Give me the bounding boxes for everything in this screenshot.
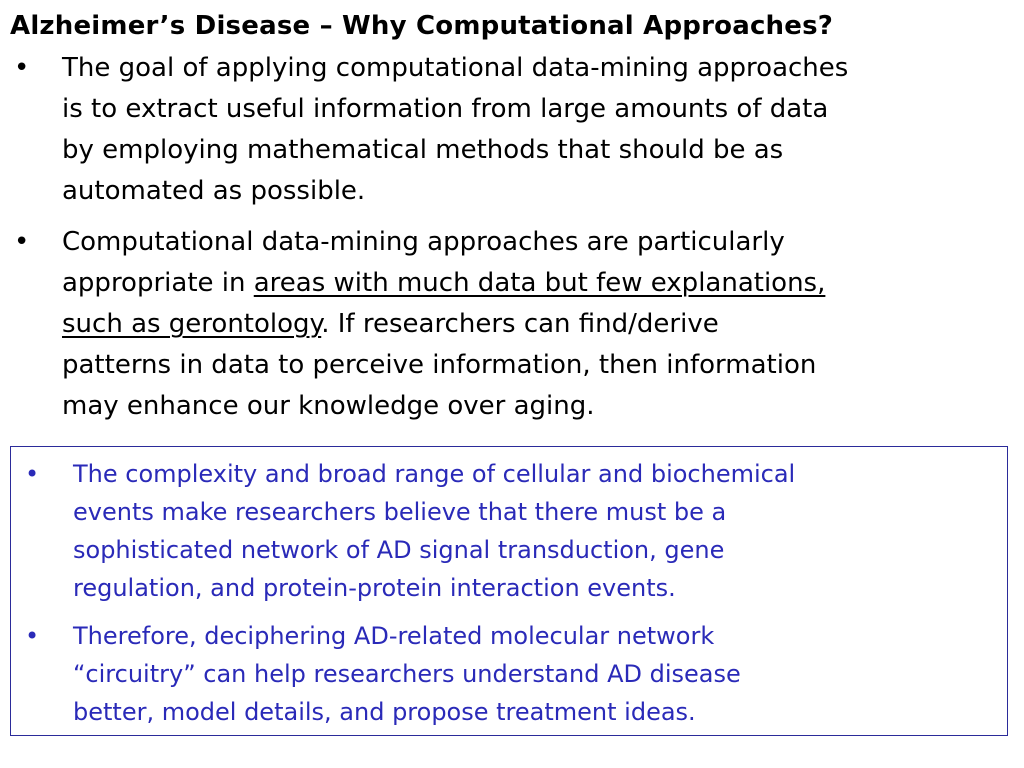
bullet-marker: • [14, 53, 30, 83]
bullet-text-line: “circuitry” can help researchers understand AD disease [73, 660, 741, 688]
bullet-marker: • [14, 227, 30, 257]
bullet-text-line: better, model details, and propose treatment ideas. [73, 698, 696, 726]
bullet-text-line: patterns in data to perceive information, then information [62, 350, 817, 380]
bullet-text-line: Computational data-mining approaches are particularly [62, 227, 785, 257]
bullet-text-line: The goal of applying computational data-mining approaches [62, 53, 849, 83]
bullet-text-line: automated as possible. [62, 176, 366, 206]
main-bullet-list [10, 48, 1020, 427]
box-bullet-list [17, 455, 1007, 731]
underlined-phrase: such as gerontology [62, 309, 322, 339]
bullet-appropriateness [10, 222, 1020, 427]
box-bullet-complexity [17, 455, 1007, 607]
bullet-goal [10, 48, 1020, 212]
bullet-text-segment: . If researchers can find/derive [321, 309, 719, 339]
slide-title: Alzheimer’s Disease – Why Computational Approaches? [10, 11, 834, 41]
bullet-marker: • [25, 622, 40, 650]
bullet-text-line: Therefore, deciphering AD-related molecular network [73, 622, 715, 650]
bullet-text-line: may enhance our knowledge over aging. [62, 391, 595, 421]
underlined-phrase: areas with much data but few explanations, [253, 268, 826, 298]
box-bullet-therefore [17, 617, 1007, 731]
bullet-text-line: events make researchers believe that there must be a [73, 498, 727, 526]
bullet-text-line: sophisticated network of AD signal transduction, gene [73, 536, 725, 564]
bullet-marker: • [25, 460, 40, 488]
highlight-box [10, 446, 1008, 736]
bullet-text-line: is to extract useful information from large amounts of data [62, 94, 829, 124]
bullet-text-line: by employing mathematical methods that should be as [62, 135, 784, 165]
bullet-text-line: regulation, and protein-protein interaction events. [73, 574, 676, 602]
bullet-text-line: The complexity and broad range of cellular and biochemical [73, 460, 796, 488]
bullet-text-segment: appropriate in [62, 268, 254, 298]
